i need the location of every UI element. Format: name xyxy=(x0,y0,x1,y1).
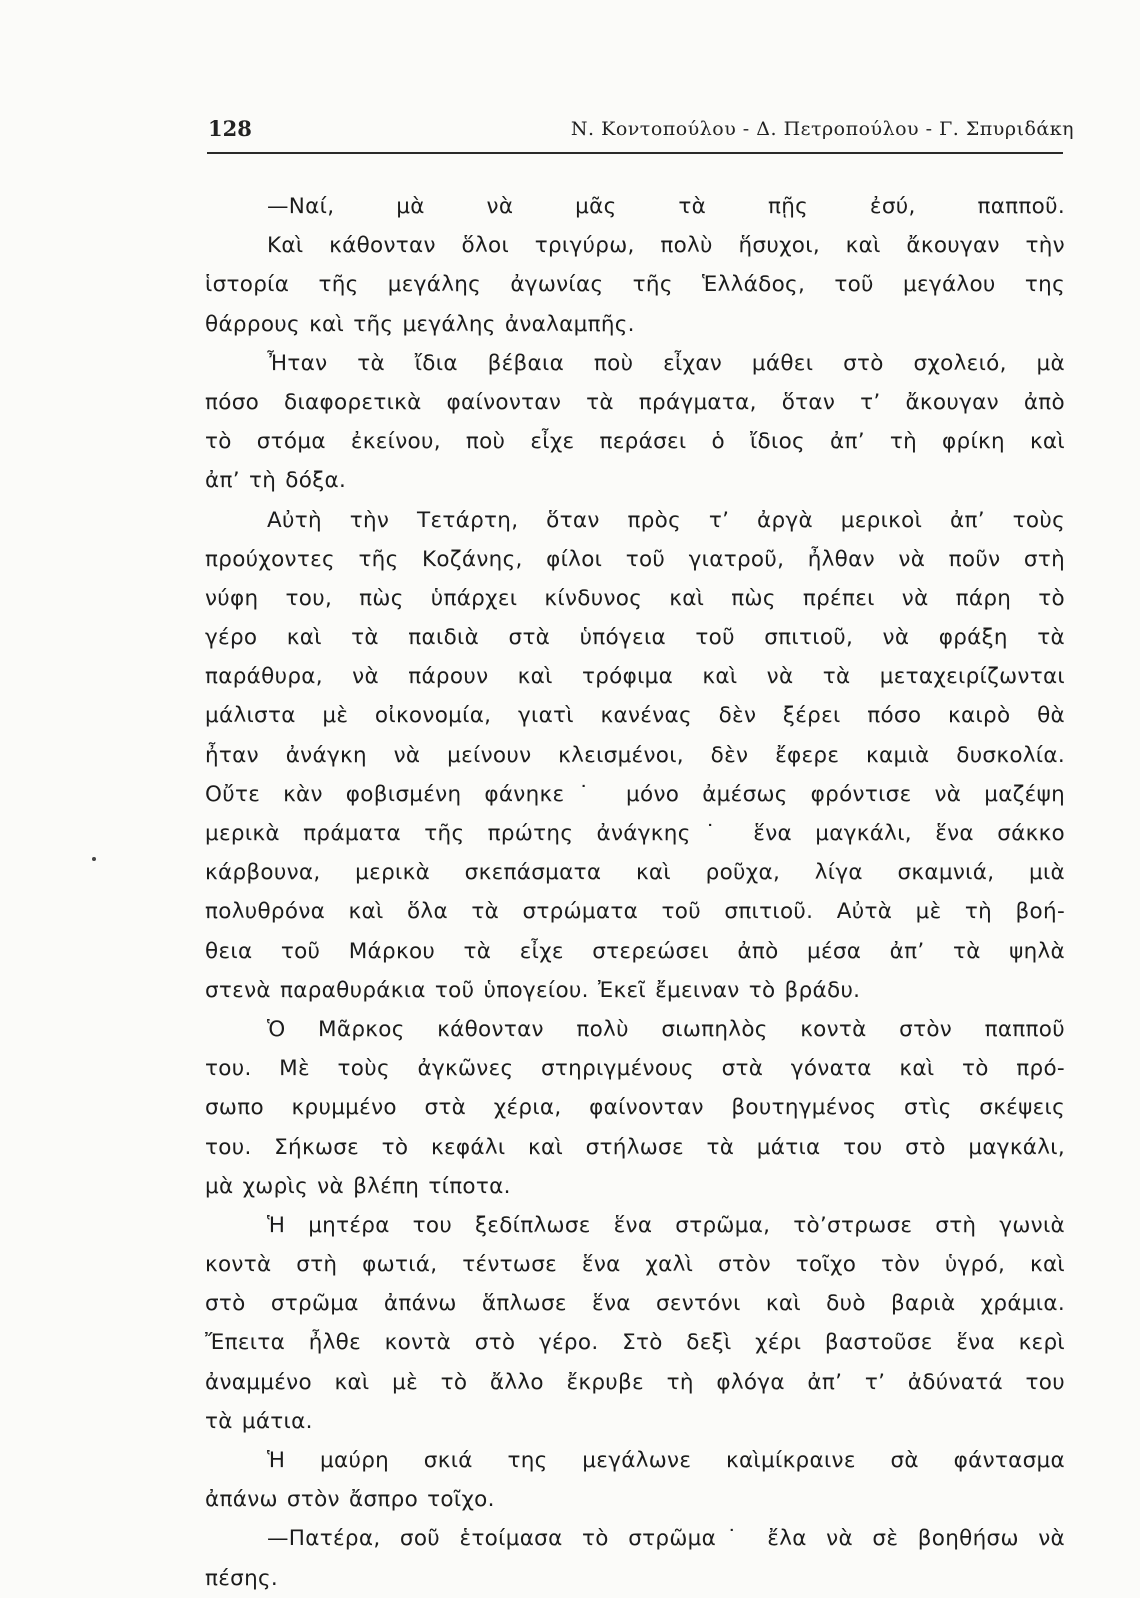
text-line: στενὰ παραθυράκια τοῦ ὑπογείου. Ἐκεῖ ἔμειναν τὸ βράδυ. xyxy=(205,977,861,1003)
running-head: Ν. Κοντοπούλου - Δ. Πετροπούλου - Γ. Σπυριδάκη xyxy=(570,118,1074,140)
text-line: γέρο καὶ τὰ παιδιὰ στὰ ὑπόγεια τοῦ σπιτιοῦ, νὰ φράξη τὰ xyxy=(205,625,1065,651)
text-line: Ὁ Μᾶρκος κάθονταν πολὺ σιωπηλὸς κοντὰ στὸν παπποῦ xyxy=(267,1016,1065,1042)
text-line: τὰ μάτια. xyxy=(205,1408,313,1434)
text-line: σωπο κρυμμένο στὰ χέρια, φαίνονταν βουτηγμένος στὶς σκέψεις xyxy=(205,1095,1065,1121)
text-line: πόσο διαφορετικὰ φαίνονταν τὰ πράγματα, ὅταν τ’ ἄκουγαν ἀπὸ xyxy=(205,389,1065,415)
text-line: προύχοντες τῆς Κοζάνης, φίλοι τοῦ γιατροῦ, ἦλθαν νὰ ποῦν στὴ xyxy=(205,546,1065,572)
page-header xyxy=(208,112,1074,152)
text-line: Ἦταν τὰ ἴδια βέβαια ποὺ εἶχαν μάθει στὸ σχολειό, μὰ xyxy=(267,350,1065,376)
text-line: παράθυρα, νὰ πάρουν καὶ τρόφιμα καὶ νὰ τὰ μεταχειρίζωνται xyxy=(205,664,1065,690)
text-line: Καὶ κάθονταν ὅλοι τριγύρω, πολὺ ἥσυχοι, καὶ ἄκουγαν τὴν xyxy=(267,233,1065,259)
text-line: Ἡ μητέρα του ξεδίπλωσε ἕνα στρῶμα, τὸ’στρωσε στὴ γωνιὰ xyxy=(267,1212,1065,1238)
text-line: στὸ στρῶμα ἀπάνω ἅπλωσε ἕνα σεντόνι καὶ δυὸ βαριὰ χράμια. xyxy=(205,1291,1065,1317)
body-text xyxy=(205,187,1065,1598)
text-line: Ἡ μαύρη σκιά της μεγάλωνε καὶμίκραινε σὰ φάντασμα xyxy=(267,1448,1065,1473)
text-line: μὰ χωρὶς νὰ βλέπη τίποτα. xyxy=(205,1173,511,1199)
text-line: —Ναί, μὰ νὰ μᾶς τὰ πῇς ἐσύ, παπποῦ. xyxy=(267,194,1065,219)
text-line: Ἔπειτα ἦλθε κοντὰ στὸ γέρο. Στὸ δεξὶ χέρι βαστοῦσε ἕνα κερὶ xyxy=(205,1330,1065,1356)
text-line: μερικὰ πράματα τῆς πρώτης ἀνάγκης˙ ἕνα μαγκάλι, ἕνα σάκκο xyxy=(205,821,1065,846)
text-line: κοντὰ στὴ φωτιά, τέντωσε ἕνα χαλὶ στὸν τοῖχο τὸν ὑγρό, καὶ xyxy=(205,1252,1065,1278)
text-line: ἀπ’ τὴ δόξα. xyxy=(205,468,347,494)
text-line: ἱστορία τῆς μεγάλης ἀγωνίας τῆς Ἑλλάδος, τοῦ μεγάλου της xyxy=(205,272,1065,298)
text-line: του. Σήκωσε τὸ κεφάλι καὶ στήλωσε τὰ μάτια του στὸ μαγκάλι, xyxy=(205,1134,1065,1160)
text-line: ἀναμμένο καὶ μὲ τὸ ἄλλο ἔκρυβε τὴ φλόγα ἀπ’ τ’ ἀδύνατά του xyxy=(205,1369,1065,1395)
text-line: πολυθρόνα καὶ ὅλα τὰ στρώματα τοῦ σπιτιοῦ. Αὐτὰ μὲ τὴ βοή- xyxy=(205,899,1065,925)
header-rule xyxy=(207,152,1063,154)
text-line: θάρρους καὶ τῆς μεγάλης ἀναλαμπῆς. xyxy=(205,311,635,337)
text-line: πέσης. xyxy=(205,1565,279,1591)
text-line: τὸ στόμα ἐκείνου, ποὺ εἶχε περάσει ὁ ἴδιος ἀπ’ τὴ φρίκη καὶ xyxy=(205,429,1065,455)
text-line: ἦταν ἀνάγκη νὰ μείνουν κλεισμένοι, δὲν ἔφερε καμιὰ δυσκολία. xyxy=(205,742,1065,768)
text-line: θεια τοῦ Μάρκου τὰ εἶχε στερεώσει ἀπὸ μέσα ἀπ’ τὰ ψηλὰ xyxy=(205,938,1065,964)
text-line: ἀπάνω στὸν ἄσπρο τοῖχο. xyxy=(205,1487,495,1513)
text-line: Οὔτε κὰν φοβισμένη φάνηκε˙ μόνο ἀμέσως φρόντισε νὰ μαζέψη xyxy=(205,781,1065,807)
page-number: 128 xyxy=(208,116,252,141)
text-line: κάρβουνα, μερικὰ σκεπάσματα καὶ ροῦχα, λίγα σκαμνιά, μιὰ xyxy=(205,860,1065,886)
text-line: μάλιστα μὲ οἰκονομία, γιατὶ κανένας δὲν ξέρει πόσο καιρὸ θὰ xyxy=(205,703,1065,729)
text-line: του. Μὲ τοὺς ἀγκῶνες στηριγμένους στὰ γόνατα καὶ τὸ πρό- xyxy=(205,1056,1065,1082)
text-line: Αὐτὴ τὴν Τετάρτη, ὅταν πρὸς τ’ ἀργὰ μερικοὶ ἀπ’ τοὺς xyxy=(267,507,1065,533)
text-line: —Πατέρα, σοῦ ἑτοίμασα τὸ στρῶμα˙ ἔλα νὰ σὲ βοηθήσω νὰ xyxy=(267,1526,1065,1552)
margin-dot xyxy=(92,857,96,861)
text-line: νύφη του, πὼς ὑπάρχει κίνδυνος καὶ πὼς πρέπει νὰ πάρη τὸ xyxy=(205,585,1065,611)
